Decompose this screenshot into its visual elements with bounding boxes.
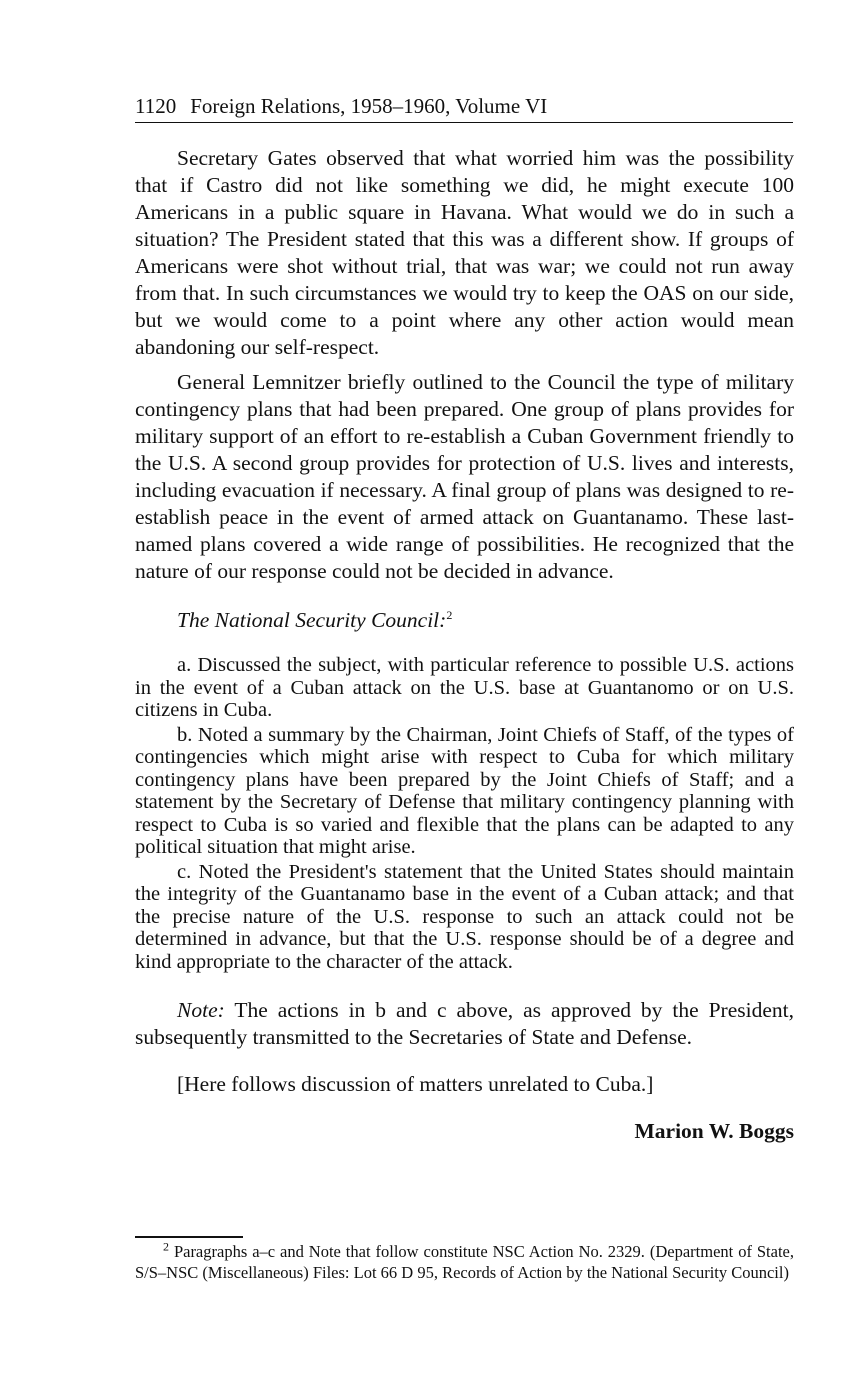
action-item-b: b. Noted a summary by the Chairman, Joint Chiefs of Staff, of the types of contingencies which might arise with respect to Cuba for which military contingency plans have been prepared by the Joint Chiefs of Staff; and a statement by the Secretary of Defense that military contingency planning with respect to Cuba is so varied and flexible that the plans can be adapted to any political situation that might arise. (135, 723, 794, 858)
note-label: Note: (177, 998, 225, 1022)
signature: Marion W. Boggs (634, 1119, 794, 1143)
action-item-c: c. Noted the President's statement that the United States should maintain the integrity of the Guantanamo base in the event of a Cuban attack; and that the precise nature of the U.S. response to such an attack could not be determined in advance, but that the U.S. response should be of a degree and kind appropriate to the character of the attack. (135, 860, 794, 973)
action-list (135, 654, 794, 973)
note-paragraph (135, 997, 794, 1051)
paragraph-lemnitzer: General Lemnitzer briefly outlined to the Council the type of military contingency plans that had been prepared. One group of plans provides for military support of an effort to re-establish a Cuban Government friendly to the U.S. A second group provides for protection of U.S. lives and interests, including evacuation if necessary. A final group of plans was designed to re-establish peace in the event of armed attack on Guantanamo. These last-named plans covered a wide range of possibilities. He recognized that the nature of our response could not be decided in advance. (135, 370, 794, 583)
page-number: 1120 (135, 94, 177, 118)
footnote-text: Paragraphs a–c and Note that follow constitute NSC Action No. 2329. (Department of State, S/S–NSC (Miscellaneous) Files: Lot 66 D 95, Records of Action by the National Security Council) (135, 1242, 794, 1282)
footnote-ref: 2 (446, 607, 453, 622)
paragraph-gates: Secretary Gates observed that what worried him was the possibility that if Castro did not like something we did, he might execute 100 Americans in a public square in Havana. What would we do in such a situation? The President stated that this was a different show. If groups of Americans were shot without trial, that was war; we could not run away from that. In such circumstances we would try to keep the OAS on our side, but we would come to a point where any other action would mean abandoning our self-respect. (135, 146, 794, 359)
running-header (135, 92, 793, 123)
bracketed-editorial-note: [Here follows discussion of matters unrelated to Cuba.] (177, 1072, 654, 1096)
footnote-number: 2 (163, 1239, 169, 1254)
council-heading-text: The National Security Council: (177, 608, 447, 632)
council-heading (135, 607, 794, 634)
note-text: The actions in b and c above, as approved by the President, subsequently transmitted to the Secretaries of State and Defense. (135, 998, 794, 1049)
action-item-a: a. Discussed the subject, with particular reference to possible U.S. actions in the event of a Cuban attack on the U.S. base at Guantanomo or on U.S. citizens in Cuba. (135, 654, 794, 721)
footnote (135, 1239, 794, 1283)
footnote-rule (135, 1236, 243, 1238)
page-body (135, 145, 794, 1145)
running-title: Foreign Relations, 1958–1960, Volume VI (190, 94, 548, 118)
